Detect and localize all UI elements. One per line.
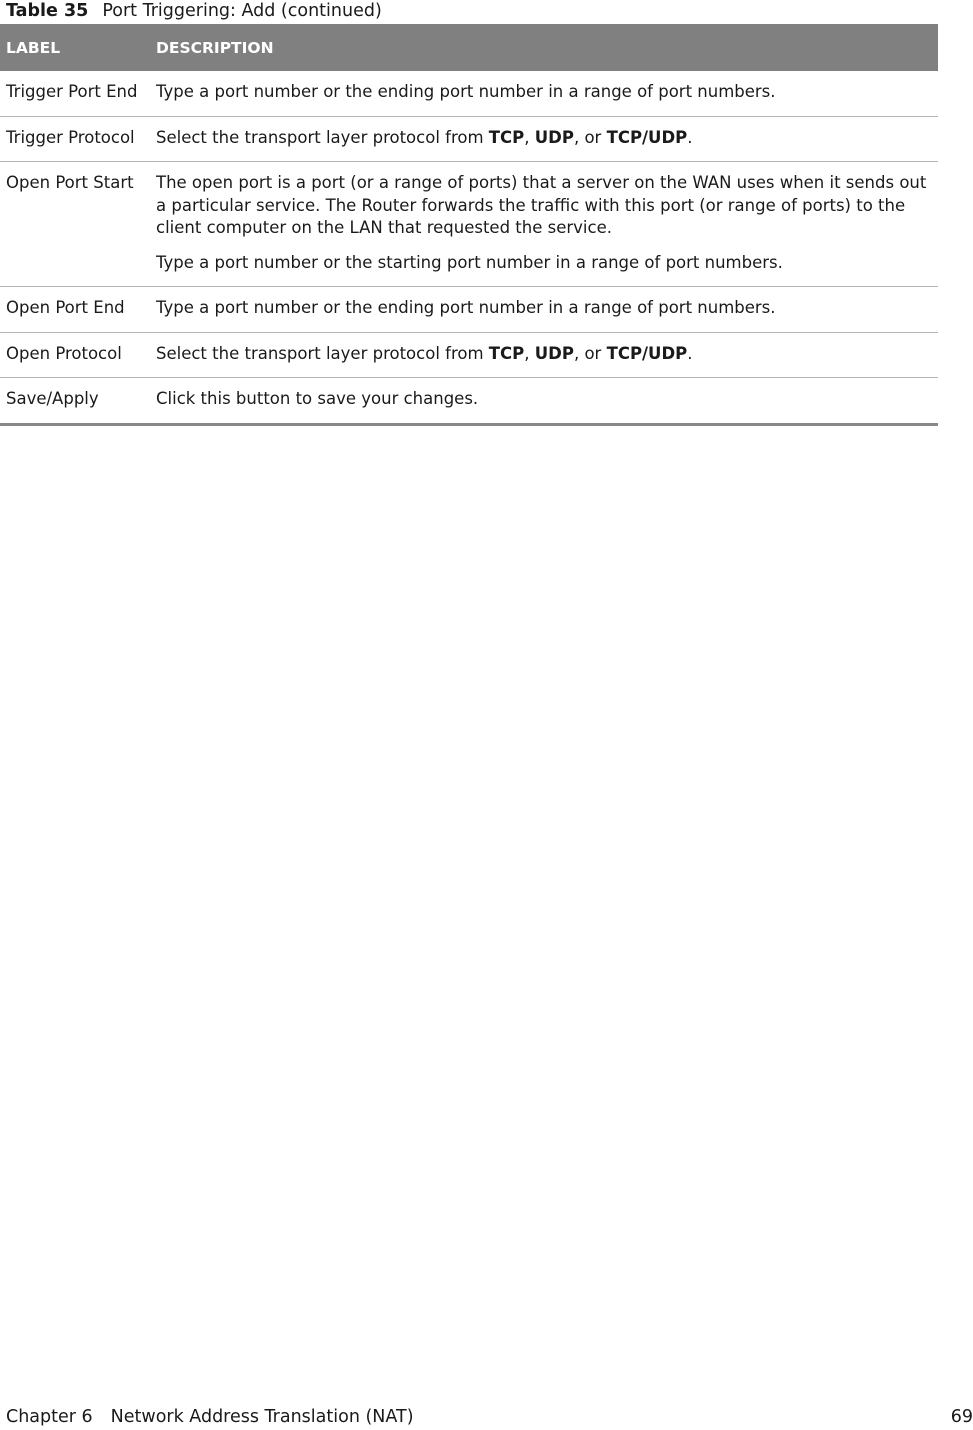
row-description [150, 162, 938, 287]
page-footer [6, 1405, 973, 1429]
description-text: Select the transport layer protocol from [156, 343, 489, 363]
table-title: Port Triggering: Add (continued) [102, 1, 382, 21]
table-row [0, 378, 938, 425]
row-label: Open Protocol [0, 332, 150, 378]
period: . [687, 127, 693, 147]
row-description [150, 116, 938, 162]
row-label: Open Port End [0, 287, 150, 333]
row-label: Trigger Protocol [0, 116, 150, 162]
header-description: DESCRIPTION [150, 24, 938, 71]
option-tcp: TCP [488, 127, 525, 147]
row-description: Type a port number or the ending port number in a range of port numbers. [150, 287, 938, 333]
option-tcp-udp: TCP/UDP [606, 127, 688, 147]
table-row [0, 71, 938, 116]
separator: , or [573, 343, 607, 363]
period: . [687, 343, 693, 363]
table-row [0, 332, 938, 378]
table-row [0, 116, 938, 162]
option-udp: UDP [534, 343, 574, 363]
port-triggering-table [0, 24, 938, 426]
table-caption [6, 0, 382, 22]
option-udp: UDP [534, 127, 574, 147]
footer-chapter-title: Network Address Translation (NAT) [110, 1407, 414, 1427]
footer-chapter: Chapter 6 [6, 1407, 93, 1427]
description-paragraph: The open port is a port (or a range of ports) that a server on the WAN uses when it sends out a particular service. The Router forwards the traffic with this port (or range of ports) to the client computer on the LAN that requested the service. [156, 173, 927, 237]
option-tcp: TCP [488, 343, 525, 363]
table-number: Table 35 [6, 1, 89, 21]
description-paragraph: Type a port number or the starting port number in a range of port numbers. [156, 252, 783, 272]
table-row [0, 287, 938, 333]
row-label: Save/Apply [0, 378, 150, 425]
table-row [0, 162, 938, 287]
row-description [150, 332, 938, 378]
separator: , [524, 127, 535, 147]
description-text: Select the transport layer protocol from [156, 127, 489, 147]
separator: , or [573, 127, 607, 147]
row-description: Click this button to save your changes. [150, 378, 938, 425]
separator: , [524, 343, 535, 363]
row-label: Open Port Start [0, 162, 150, 287]
row-label: Trigger Port End [0, 71, 150, 116]
table-header-row [0, 24, 938, 71]
header-label: LABEL [0, 24, 150, 71]
option-tcp-udp: TCP/UDP [606, 343, 688, 363]
row-description: Type a port number or the ending port number in a range of port numbers. [150, 71, 938, 116]
page-number: 69 [950, 1407, 973, 1427]
